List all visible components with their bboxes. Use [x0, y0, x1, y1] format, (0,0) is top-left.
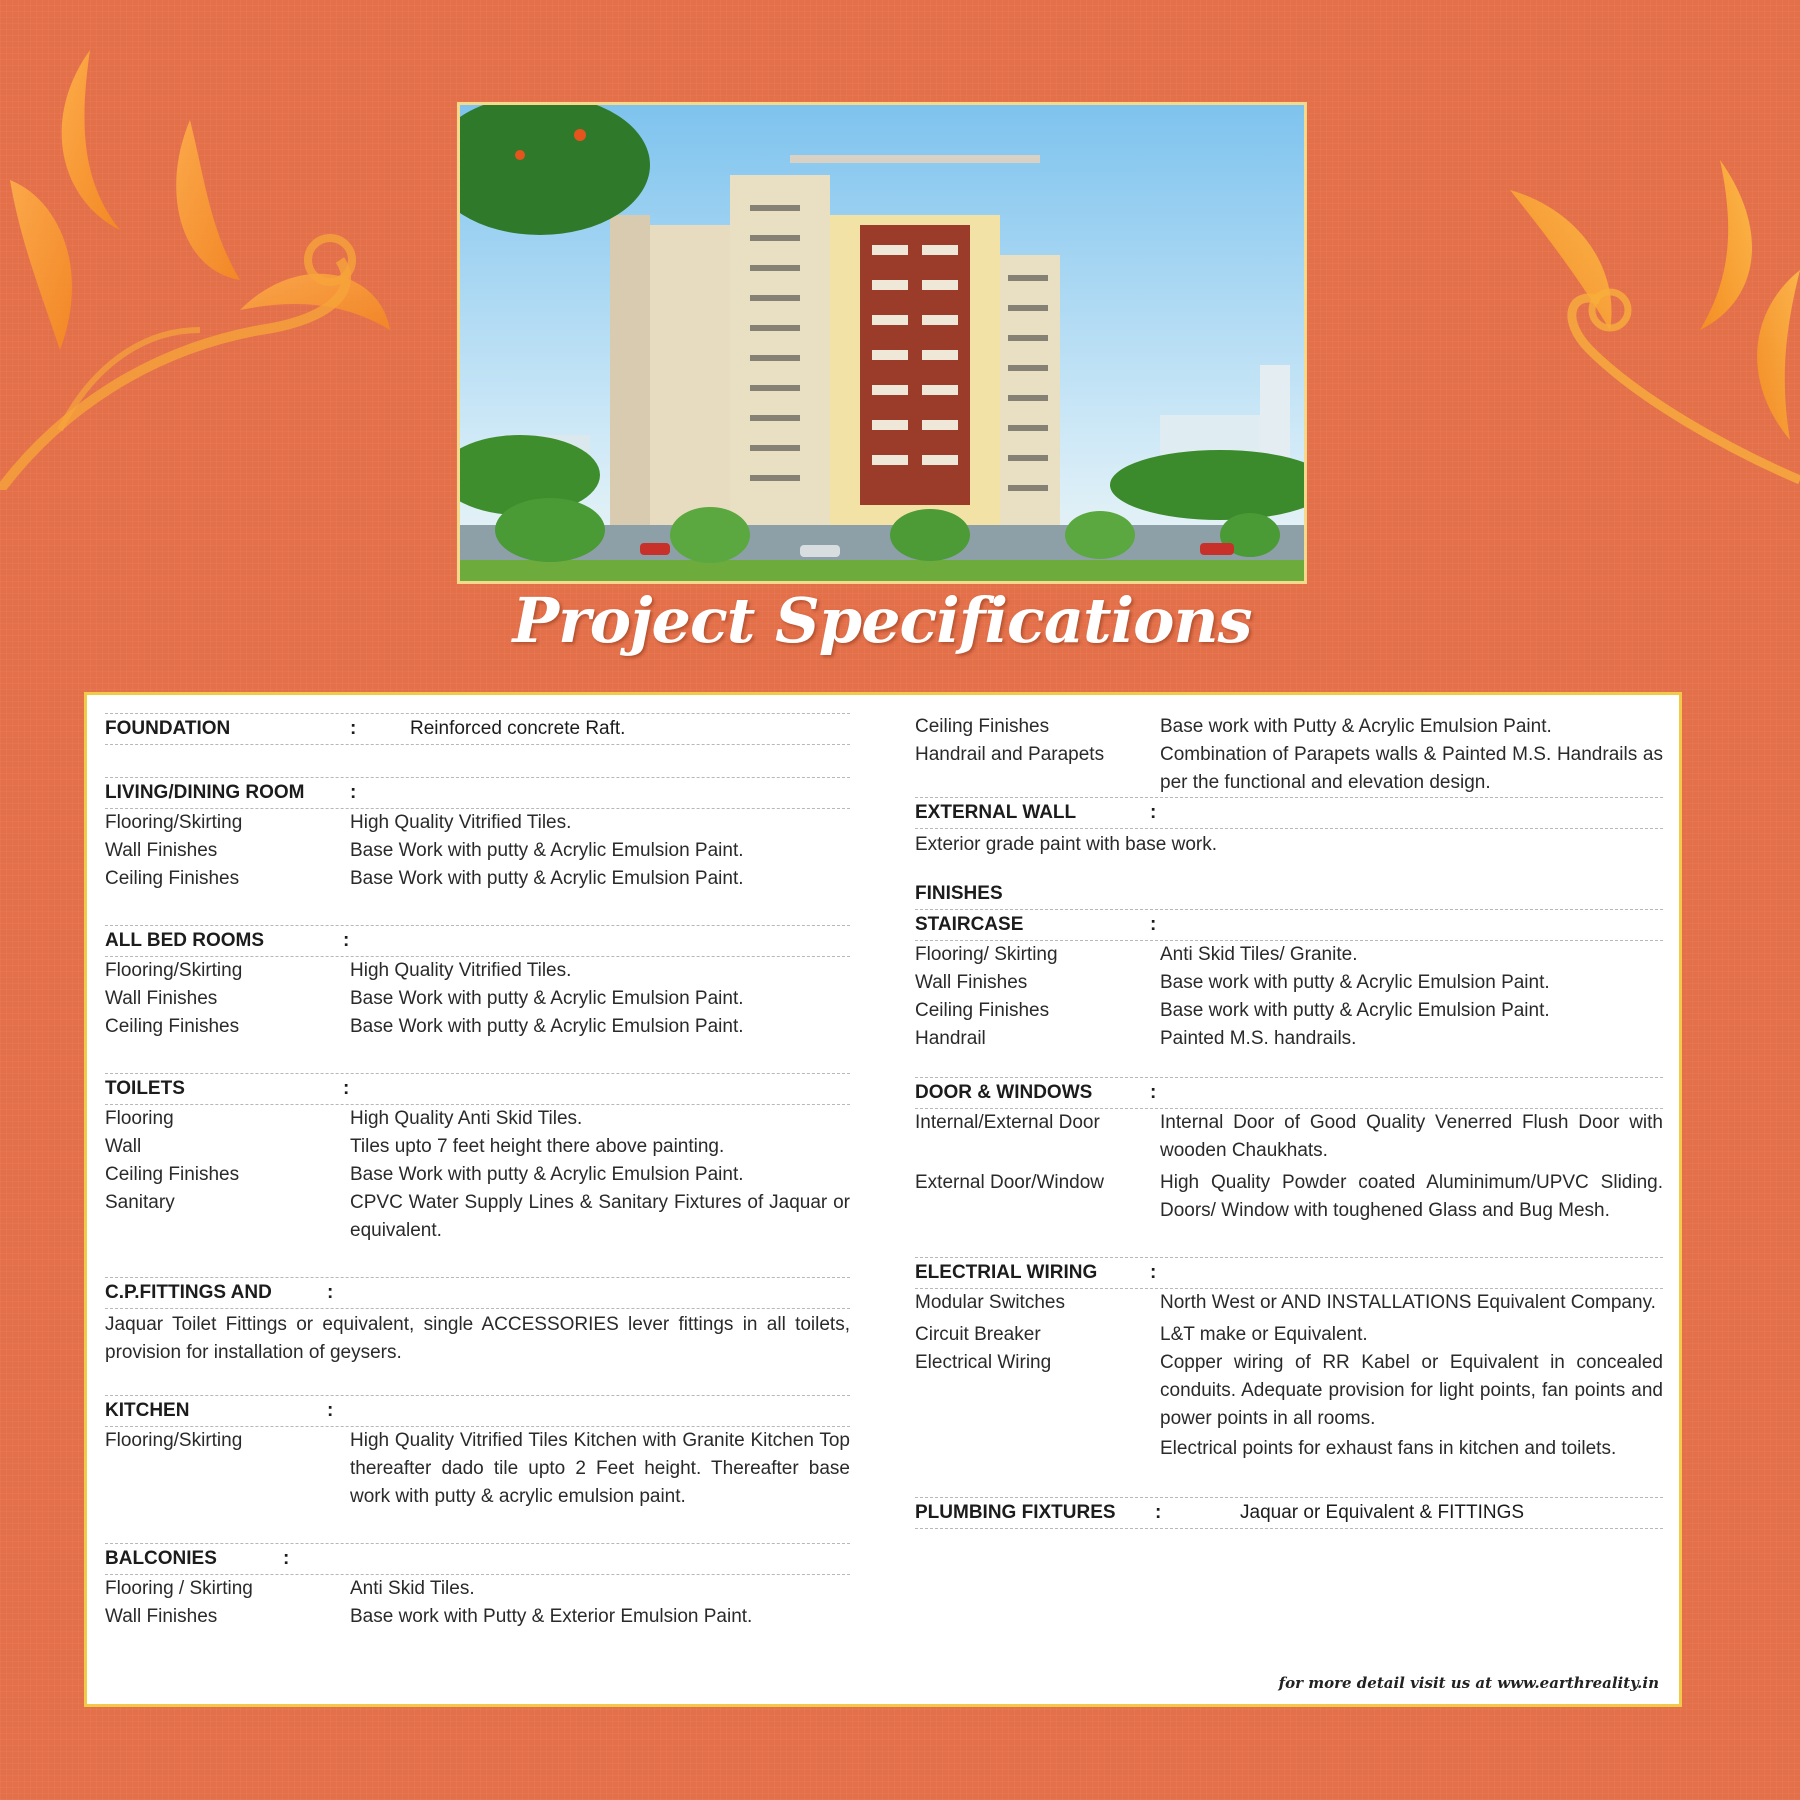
section-header-staircase [915, 909, 1663, 941]
spec-value: Base Work with putty & Acrylic Emulsion Paint. [350, 1016, 744, 1037]
section-title: TOILETS [105, 1078, 185, 1099]
spec-value: Base Work with putty & Acrylic Emulsion Paint. [350, 868, 744, 889]
spec-value: Base Work with putty & Acrylic Emulsion Paint. [350, 988, 744, 1009]
spec-value: Painted M.S. handrails. [1160, 1028, 1357, 1049]
building-rendering-image [457, 102, 1307, 584]
spec-label: Modular Switches [915, 1292, 1065, 1313]
section-header-electrical-wiring [915, 1257, 1663, 1289]
specifications-left-column [105, 713, 850, 1631]
spec-paragraph: Exterior grade paint with base work. [915, 834, 1218, 855]
section-colon: : [343, 930, 350, 951]
section-header-cp-fittings [105, 1277, 850, 1309]
spec-label: Wall Finishes [105, 1606, 218, 1627]
section-colon: : [283, 1548, 290, 1569]
website-footer-note: for more detail visit us at www.earthreality.in [1278, 1674, 1659, 1692]
spec-paragraph: Jaquar Toilet Fittings or equivalent, single ACCESSORIES lever fittings in all toilets, provision for installation of geysers. [105, 1314, 850, 1363]
spec-label: Flooring [105, 1108, 174, 1129]
spec-label: Flooring/Skirting [105, 960, 243, 981]
spec-value: North West or AND INSTALLATIONS Equivalent Company. [1160, 1292, 1656, 1313]
spec-value: Base Work with putty & Acrylic Emulsion Paint. [350, 840, 744, 861]
section-colon: : [350, 782, 357, 803]
section-header-living-dining [105, 777, 850, 809]
section-header-kitchen [105, 1395, 850, 1427]
spec-row [105, 865, 850, 893]
section-colon: : [343, 1078, 350, 1099]
spec-label: Ceiling Finishes [915, 1000, 1050, 1021]
spec-label: Flooring / Skirting [105, 1578, 253, 1599]
section-colon: : [1150, 1262, 1157, 1283]
section-header-door-windows [915, 1077, 1663, 1109]
spec-row [105, 837, 850, 865]
spec-label: Ceiling Finishes [105, 1164, 240, 1185]
spec-row [915, 1169, 1663, 1225]
spec-value: Base work with putty & Acrylic Emulsion Paint. [1160, 1000, 1550, 1021]
section-title: DOOR & WINDOWS [915, 1082, 1093, 1103]
spec-value: High Quality Powder coated Aluminimum/UPVC Sliding. Doors/ Window with toughened Glass and Bug Mesh. [1160, 1172, 1663, 1221]
section-header-plumbing-fixtures [915, 1497, 1663, 1529]
spec-value: Base Work with putty & Acrylic Emulsion Paint. [350, 1164, 744, 1185]
spec-row [105, 809, 850, 837]
section-colon: : [1155, 1502, 1162, 1523]
spec-label: Handrail [915, 1028, 986, 1049]
section-header-foundation [105, 713, 850, 745]
spec-value: Base work with Putty & Exterior Emulsion Paint. [350, 1606, 753, 1627]
section-title: EXTERNAL WALL [915, 802, 1077, 823]
spec-value: Internal Door of Good Quality Venerred Flush Door with wooden Chaukhats. [1160, 1112, 1663, 1161]
floral-flourish-right [1500, 150, 1800, 500]
finishes-heading: FINISHES [915, 883, 1003, 904]
spec-value: Base work with putty & Acrylic Emulsion Paint. [1160, 972, 1550, 993]
spec-label [915, 1435, 1160, 1463]
spec-label: Flooring/Skirting [105, 812, 243, 833]
spec-label: Ceiling Finishes [915, 716, 1050, 737]
spec-value: High Quality Anti Skid Tiles. [350, 1108, 583, 1129]
spec-value: CPVC Water Supply Lines & Sanitary Fixtures of Jaquar or equivalent. [350, 1192, 850, 1241]
spec-value: Copper wiring of RR Kabel or Equivalent in concealed conduits. Adequate provision for light points, fan points and power points in all rooms. [1160, 1352, 1663, 1429]
spec-label: Flooring/ Skirting [915, 944, 1058, 965]
section-colon: : [327, 1400, 334, 1421]
spec-value: Anti Skid Tiles. [350, 1578, 475, 1599]
spec-label: Ceiling Finishes [105, 1016, 240, 1037]
spec-row [105, 1133, 850, 1161]
section-title: PLUMBING FIXTURES [915, 1502, 1116, 1523]
spec-row [915, 997, 1663, 1025]
spec-value: High Quality Vitrified Tiles. [350, 960, 572, 981]
spec-row [915, 969, 1663, 997]
spec-row [105, 1161, 850, 1189]
spec-row [915, 713, 1663, 741]
spec-value: Electrical points for exhaust fans in kitchen and toilets. [1160, 1438, 1617, 1459]
spec-value: Combination of Parapets walls & Painted M.S. Handrails as per the functional and elevation design. [1160, 744, 1663, 793]
section-title: C.P.FITTINGS AND [105, 1282, 272, 1303]
spec-label: Wall Finishes [105, 988, 218, 1009]
spec-row [915, 1321, 1663, 1349]
section-title: FOUNDATION [105, 718, 231, 739]
spec-row [105, 1105, 850, 1133]
section-colon: : [327, 1282, 334, 1303]
spec-row [915, 1109, 1663, 1165]
section-colon: : [1150, 914, 1157, 935]
spec-row [105, 1189, 850, 1245]
specifications-panel [84, 692, 1682, 1707]
spec-row [915, 1025, 1663, 1053]
section-title: STAIRCASE [915, 914, 1024, 935]
spec-value: Base work with Putty & Acrylic Emulsion Paint. [1160, 716, 1552, 737]
spec-row [105, 957, 850, 985]
spec-label: Handrail and Parapets [915, 744, 1105, 765]
specifications-right-column [915, 713, 1663, 1529]
spec-label: Internal/External Door [915, 1112, 1100, 1133]
spec-value: High Quality Vitrified Tiles. [350, 812, 572, 833]
floral-flourish-left [0, 30, 400, 490]
section-value: Jaquar or Equivalent & FITTINGS [1240, 1502, 1525, 1523]
section-title: ELECTRIAL WIRING [915, 1262, 1098, 1283]
section-title: KITCHEN [105, 1400, 190, 1421]
spec-label: Circuit Breaker [915, 1324, 1041, 1345]
section-colon: : [1150, 802, 1157, 823]
spec-label: Flooring/Skirting [105, 1430, 243, 1451]
spec-row [915, 941, 1663, 969]
section-title: ALL BED ROOMS [105, 930, 265, 951]
spec-value: Anti Skid Tiles/ Granite. [1160, 944, 1358, 965]
spec-row [105, 1013, 850, 1041]
spec-label: Electrical Wiring [915, 1352, 1052, 1373]
spec-label: Wall Finishes [105, 840, 218, 861]
spec-label: Sanitary [105, 1192, 175, 1213]
spec-row [105, 985, 850, 1013]
section-title: BALCONIES [105, 1548, 217, 1569]
spec-row [105, 1603, 850, 1631]
spec-row [915, 1349, 1663, 1433]
section-header-toilets [105, 1073, 850, 1105]
spec-row [105, 1427, 850, 1511]
section-colon: : [1150, 1082, 1157, 1103]
section-header-bed-rooms [105, 925, 850, 957]
section-header-balconies [105, 1543, 850, 1575]
spec-row [915, 1289, 1663, 1317]
section-colon: : [350, 718, 357, 739]
spec-value: High Quality Vitrified Tiles Kitchen with Granite Kitchen Top thereafter dado tile upto 2 Feet height. Thereafter base work with putty & acrylic emulsion paint. [350, 1430, 850, 1507]
page-title: Project Specifications [512, 584, 1252, 657]
section-title: LIVING/DINING ROOM [105, 782, 305, 803]
section-value: Reinforced concrete Raft. [410, 718, 626, 739]
spec-label: External Door/Window [915, 1172, 1105, 1193]
spec-label: Wall [105, 1136, 142, 1157]
spec-row [915, 741, 1663, 797]
spec-label: Wall Finishes [915, 972, 1028, 993]
spec-value: L&T make or Equivalent. [1160, 1324, 1368, 1345]
spec-label: Ceiling Finishes [105, 868, 240, 889]
spec-row [105, 1575, 850, 1603]
spec-row [915, 1435, 1663, 1463]
section-header-external-wall [915, 797, 1663, 829]
spec-value: Tiles upto 7 feet height there above painting. [350, 1136, 725, 1157]
